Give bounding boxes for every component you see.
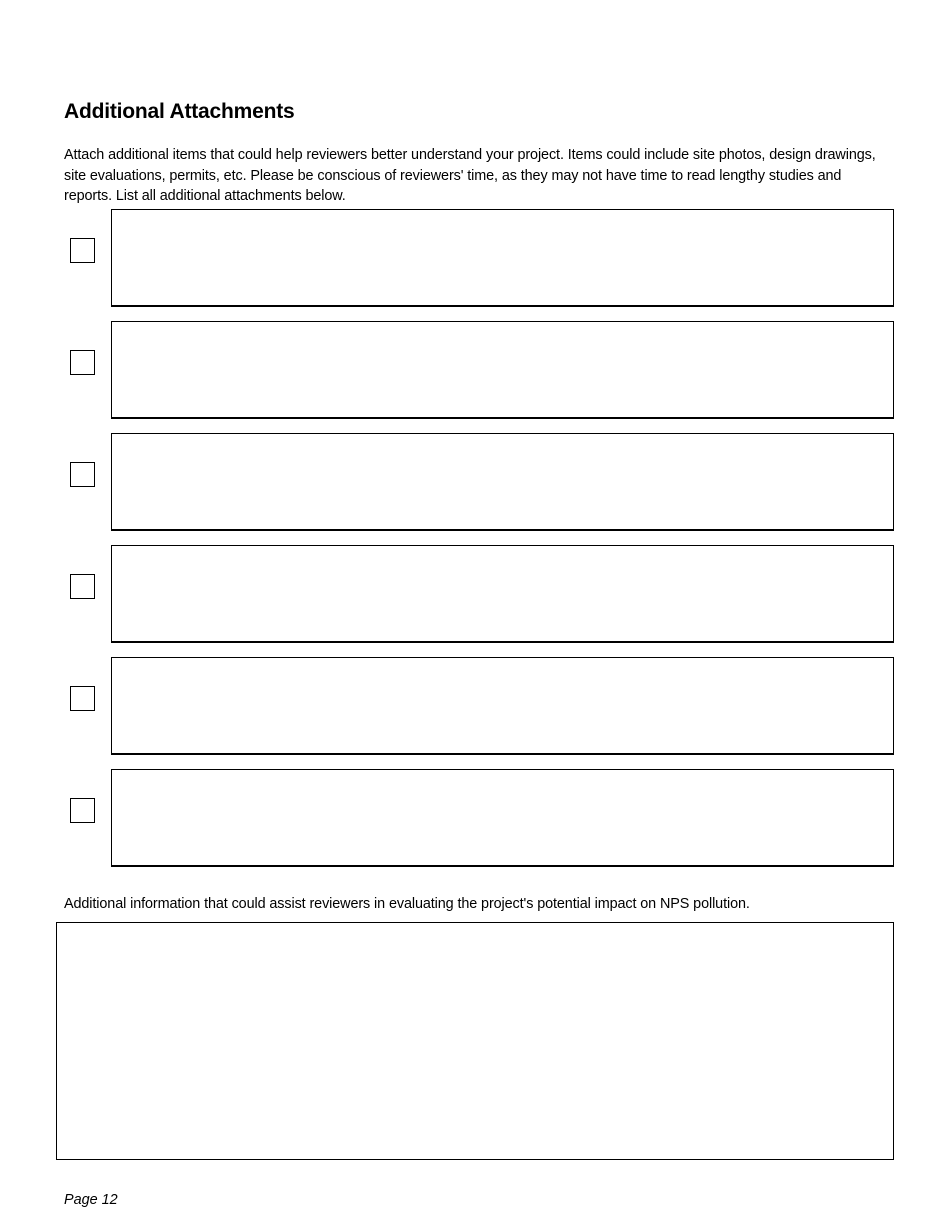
page-number: Page 12 (64, 1192, 118, 1208)
attachment-checkbox-3[interactable] (70, 462, 95, 487)
additional-info-field[interactable] (56, 922, 894, 1160)
attachment-field-3[interactable] (111, 433, 894, 531)
attachment-row-1 (64, 209, 894, 307)
attachment-row-6 (64, 769, 894, 867)
page-title: Additional Attachments (64, 100, 295, 123)
attachment-row-4 (64, 545, 894, 643)
attachment-checkbox-2[interactable] (70, 350, 95, 375)
instructions-text: Attach additional items that could help reviewers better understand your project. Items could include site photos, design drawings, site evaluations, permits, etc. Please be conscious of reviewers' time, as they may not have time to read lengthy studies and reports. List all additional attachments below. (64, 147, 876, 204)
attachment-checkbox-4[interactable] (70, 574, 95, 599)
attachment-checkbox-1[interactable] (70, 238, 95, 263)
attachment-row-2 (64, 321, 894, 419)
attachment-field-6[interactable] (111, 769, 894, 867)
attachment-row-5 (64, 657, 894, 755)
attachment-field-1[interactable] (111, 209, 894, 307)
attachment-checkbox-6[interactable] (70, 798, 95, 823)
attachment-checkbox-5[interactable] (70, 686, 95, 711)
attachment-field-2[interactable] (111, 321, 894, 419)
additional-info-label: Additional information that could assist reviewers in evaluating the project's potential impact on NPS pollution. (64, 896, 750, 912)
attachment-field-5[interactable] (111, 657, 894, 755)
attachment-field-4[interactable] (111, 545, 894, 643)
attachment-row-3 (64, 433, 894, 531)
